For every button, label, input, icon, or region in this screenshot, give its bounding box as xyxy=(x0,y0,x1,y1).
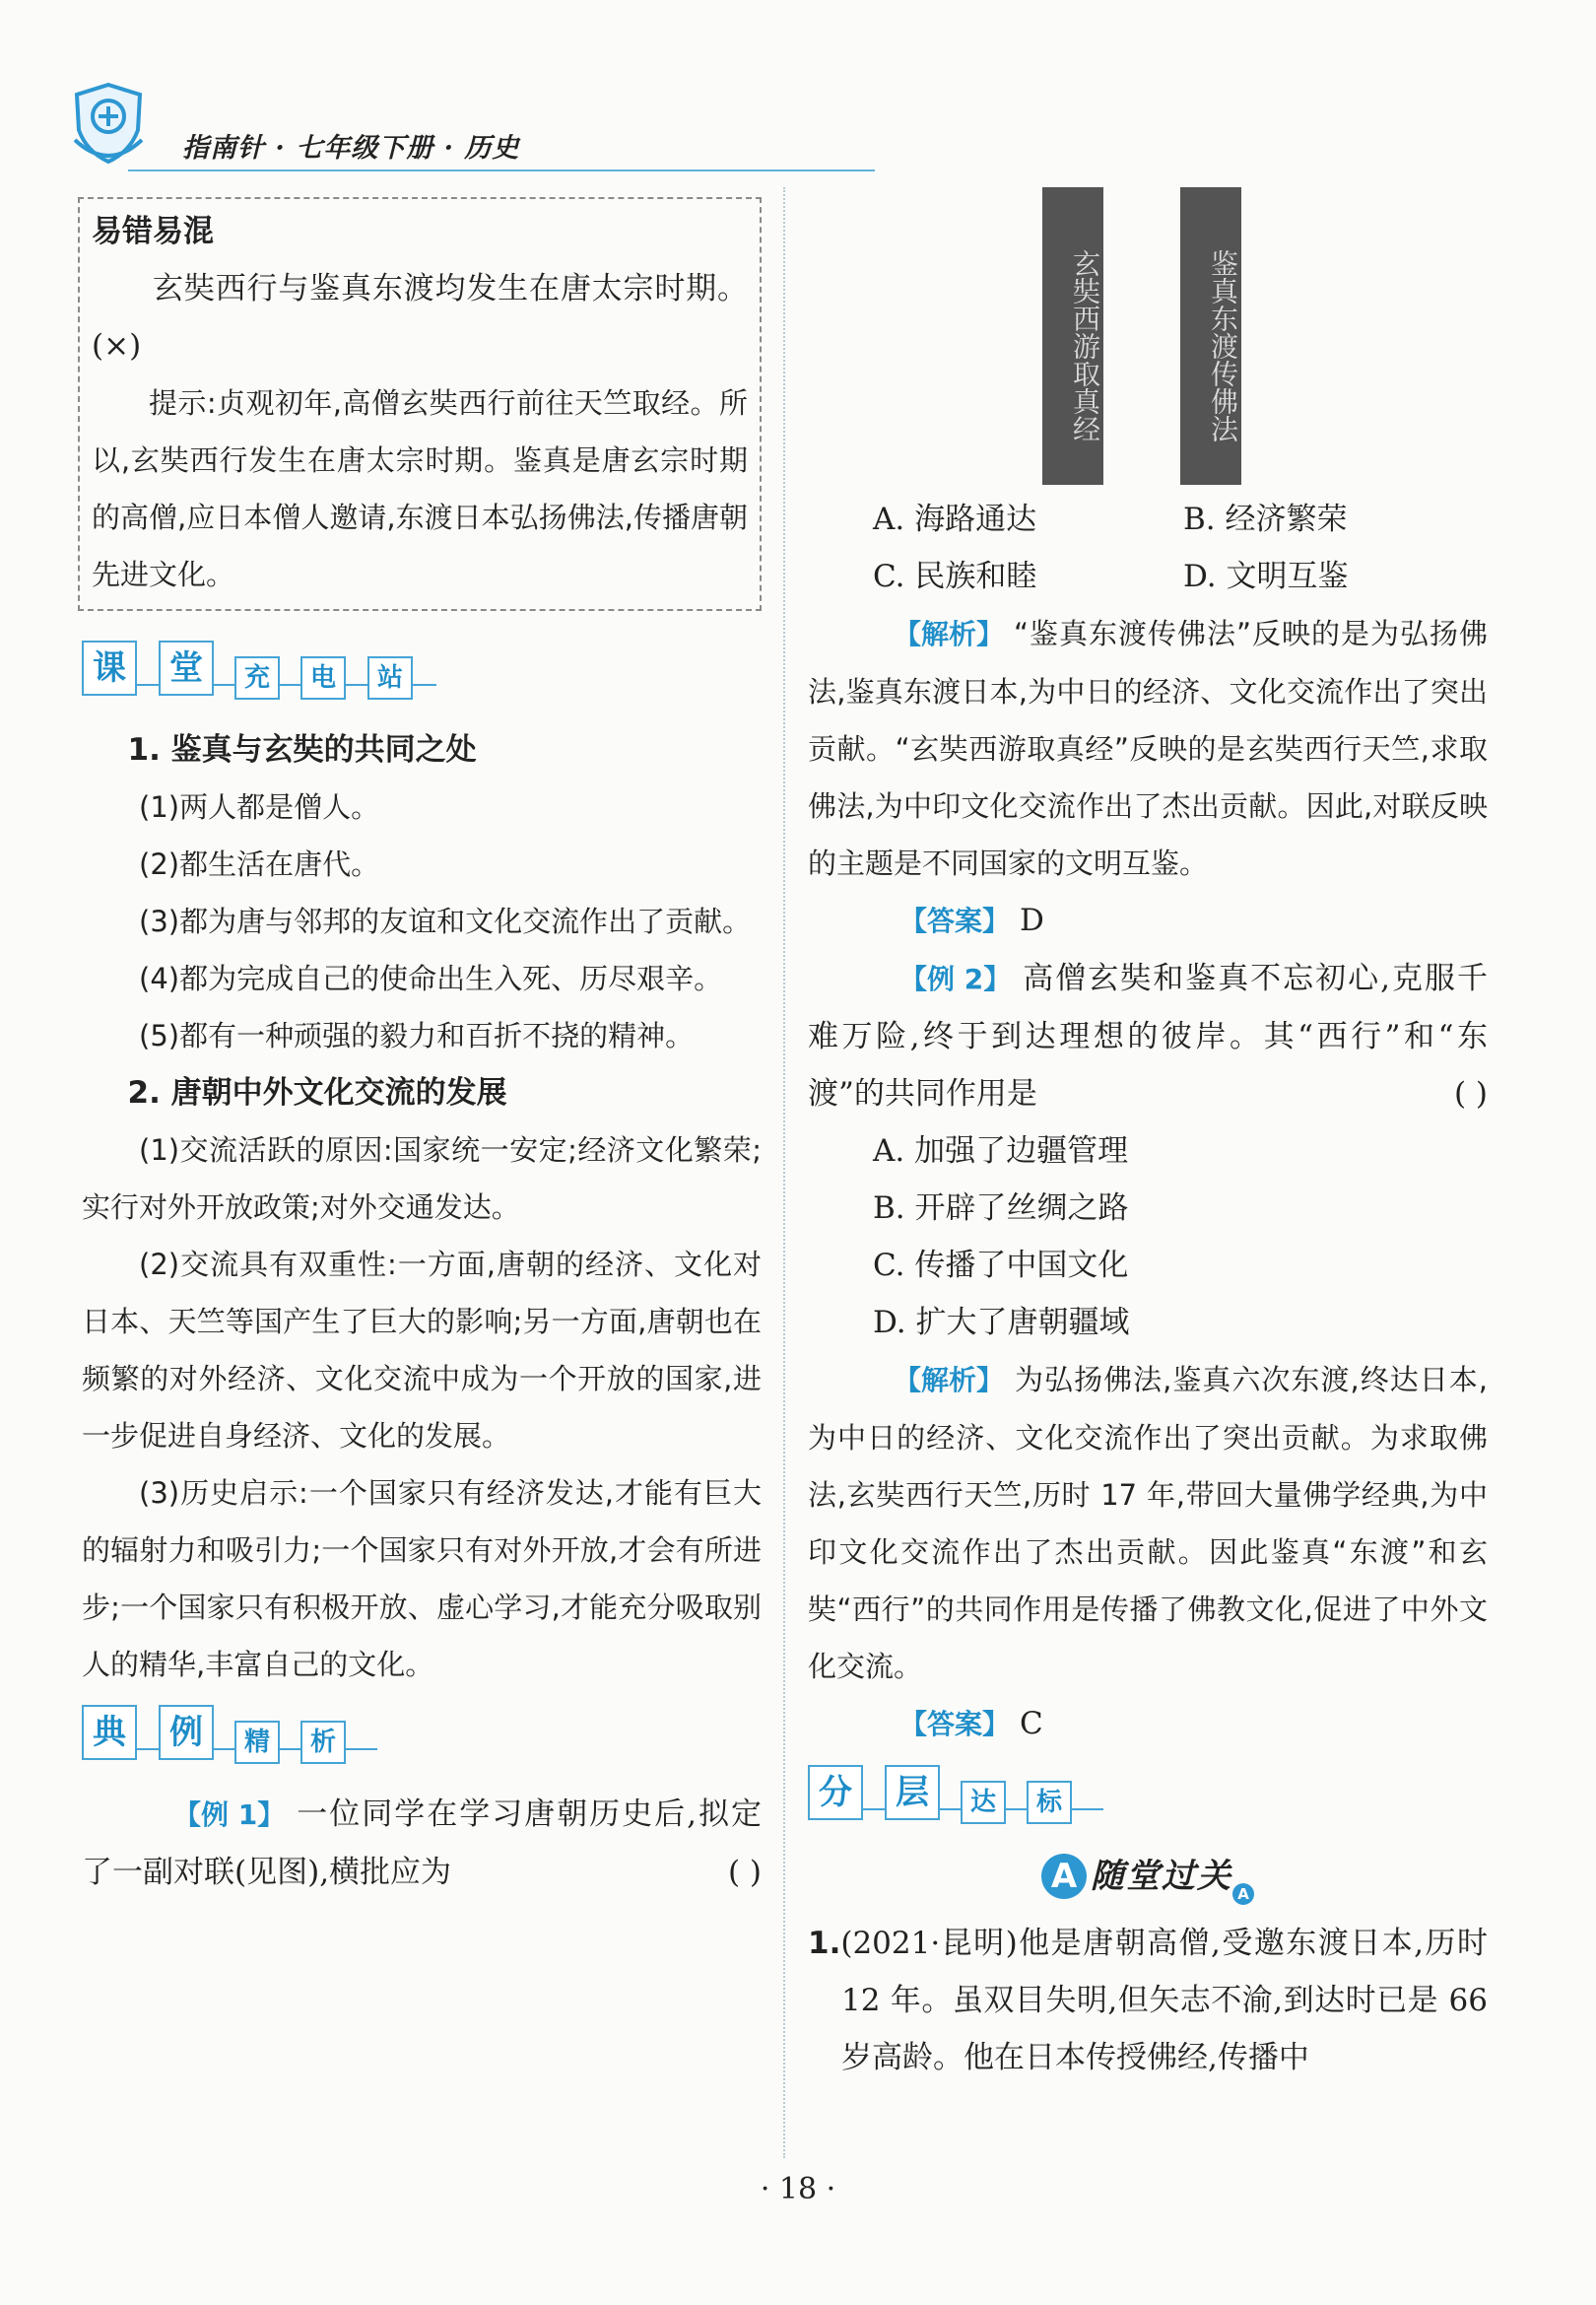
error-box-title: 易错易混 xyxy=(92,214,214,249)
level-heading xyxy=(808,1846,1488,1905)
example2-option: B. 开辟了丝绸之路 xyxy=(873,1190,1129,1226)
example2-question-text: 高僧玄奘和鉴真不忘初心,克服千难万险,终于到达理想的彼岸。其“西行”和“东渡”的共同作用是 xyxy=(808,961,1488,1112)
header-title: 指南针 · 七年级下册 · 历史 xyxy=(182,133,520,164)
level-title: 随堂过关 xyxy=(1091,1856,1232,1896)
banner-char: 层 xyxy=(885,1765,940,1820)
banner-char: 标 xyxy=(1027,1781,1072,1824)
banner-char: 充 xyxy=(234,656,280,700)
example2-option: A. 加强了边疆管理 xyxy=(873,1133,1129,1169)
error-box-hint: 提示:贞观初年,高僧玄奘西行前往天竺取经。所以,玄奘西行发生在唐太宗时期。鉴真是唐玄宗时期的高僧,应日本僧人邀请,东渡日本弘扬佛法,传播唐朝先进文化。 xyxy=(92,386,748,591)
couplet-left-scroll: 玄奘西游取真经 xyxy=(1042,187,1103,485)
question1-number: 1. xyxy=(808,1926,841,1961)
example1-option: D. 文明互鉴 xyxy=(1183,559,1349,594)
example1-options-row xyxy=(808,491,1488,548)
banner-tiered-goals xyxy=(808,1763,1488,1834)
answer-tag: 【答案】 xyxy=(899,1708,1011,1740)
section1-title: 1. 鉴真与玄奘的共同之处 xyxy=(127,732,477,768)
example1-analysis xyxy=(808,605,1488,892)
example2-answer-paren: ( ) xyxy=(1453,1076,1488,1112)
right-column xyxy=(808,491,1488,2086)
section1-item: (1)两人都是僧人。 xyxy=(139,790,380,824)
banner-char: 分 xyxy=(808,1765,863,1820)
banner-char: 电 xyxy=(300,656,346,700)
level-small-badge: A xyxy=(1232,1883,1254,1905)
page-number: · 18 · xyxy=(760,2172,836,2206)
example2-option: C. 传播了中国文化 xyxy=(873,1248,1129,1283)
banner-char: 典 xyxy=(82,1705,137,1760)
example2-option: D. 扩大了唐朝疆域 xyxy=(873,1305,1130,1340)
banner-char: 堂 xyxy=(159,641,214,696)
banner-char: 课 xyxy=(82,641,137,696)
section1-item: (5)都有一种顽强的毅力和百折不挠的精神。 xyxy=(139,1019,695,1052)
couplet-right-scroll: 鉴真东渡传佛法 xyxy=(1180,187,1241,485)
section2-item: (3)历史启示:一个国家只有经济发达,才能有巨大的辐射力和吸引力;一个国家只有对外开放,才会有所进步;一个国家只有积极开放、虚心学习,才能充分吸取别人的精华,丰富自己的文化。 xyxy=(82,1476,762,1681)
example1-analysis-text: “鉴真东渡传佛法”反映的是为弘扬佛法,鉴真东渡日本,为中日的经济、文化交流作出了突出贡献。“玄奘西游取真经”反映的是玄奘西行天竺,求取佛法,为中印文化交流作出了杰出贡献。因此,对联反映的主题是不同国家的文明互鉴。 xyxy=(808,617,1488,880)
example1-option: B. 经济繁荣 xyxy=(1183,502,1348,537)
banner-char: 析 xyxy=(300,1721,346,1764)
example1-tag: 【例 1】 xyxy=(173,1798,286,1831)
analysis-tag: 【解析】 xyxy=(894,1364,1005,1396)
question1-text: (2021·昆明)他是唐朝高僧,受邀东渡日本,历时 12 年。虽双目失明,但矢志不渝,到达时已是 66 岁高龄。他在日本传授佛经,传播中 xyxy=(840,1926,1488,2075)
header-divider xyxy=(128,169,875,171)
example2-tag: 【例 2】 xyxy=(899,963,1012,995)
section2-title: 2. 唐朝中外文化交流的发展 xyxy=(127,1075,507,1111)
column-divider xyxy=(783,187,785,2158)
section2-item: (1)交流活跃的原因:国家统一安定;经济文化繁荣;实行对外开放政策;对外交通发达。 xyxy=(82,1133,762,1224)
banner-char: 站 xyxy=(367,656,413,700)
example1-answer-value: D xyxy=(1020,903,1044,938)
section2-item: (2)交流具有双重性:一方面,唐朝的经济、文化对日本、天竺等国产生了巨大的影响;另一方面,唐朝也在频繁的对外经济、文化交流中成为一个开放的国家,进一步促进自身经济、文化的发展。 xyxy=(82,1248,762,1453)
banner-classroom-recharge xyxy=(82,639,762,710)
example2-question xyxy=(808,950,1488,1122)
couplet-image xyxy=(1042,187,1239,488)
question1 xyxy=(808,1915,1488,2086)
example1-answer xyxy=(808,892,1488,950)
example2-answer-value: C xyxy=(1020,1706,1043,1741)
example2-answer xyxy=(808,1695,1488,1753)
section1-item: (3)都为唐与邻邦的友谊和文化交流作出了贡献。 xyxy=(139,905,752,938)
example2-analysis xyxy=(808,1351,1488,1695)
banner-char: 达 xyxy=(961,1781,1006,1824)
section1-item: (4)都为完成自己的使命出生入死、历尽艰辛。 xyxy=(139,962,723,995)
page-header xyxy=(59,69,818,177)
analysis-tag: 【解析】 xyxy=(894,618,1005,650)
example1-options-row xyxy=(808,548,1488,605)
left-column xyxy=(82,197,762,1901)
banner-char: 例 xyxy=(159,1705,214,1760)
example1-question-text: 一位同学在学习唐朝历史后,拟定了一副对联(见图),横批应为 xyxy=(82,1797,762,1890)
error-box-statement: 玄奘西行与鉴真东渡均发生在唐太宗时期。(×) xyxy=(92,271,748,364)
level-badge: A xyxy=(1041,1854,1087,1899)
error-prone-box xyxy=(78,197,762,611)
example1-option: C. 民族和睦 xyxy=(873,559,1037,594)
example1-option: A. 海路通达 xyxy=(873,502,1037,537)
school-shield-logo-icon xyxy=(69,81,148,166)
example2-analysis-text: 为弘扬佛法,鉴真六次东渡,终达日本,为中日的经济、文化交流作出了突出贡献。为求取佛法,玄奘西行天竺,历时 17 年,带回大量佛学经典,为中印文化交流作出了杰出贡献。因此鉴真“东渡”和玄奘“西行”的共同作用是传播了佛教文化,促进了中外文化交流。 xyxy=(808,1363,1488,1683)
section1-item: (2)都生活在唐代。 xyxy=(139,847,380,881)
banner-char: 精 xyxy=(234,1721,280,1764)
answer-tag: 【答案】 xyxy=(899,905,1011,937)
example1-question xyxy=(82,1786,762,1901)
example1-answer-paren: ( ) xyxy=(727,1855,762,1890)
banner-typical-examples xyxy=(82,1703,762,1774)
